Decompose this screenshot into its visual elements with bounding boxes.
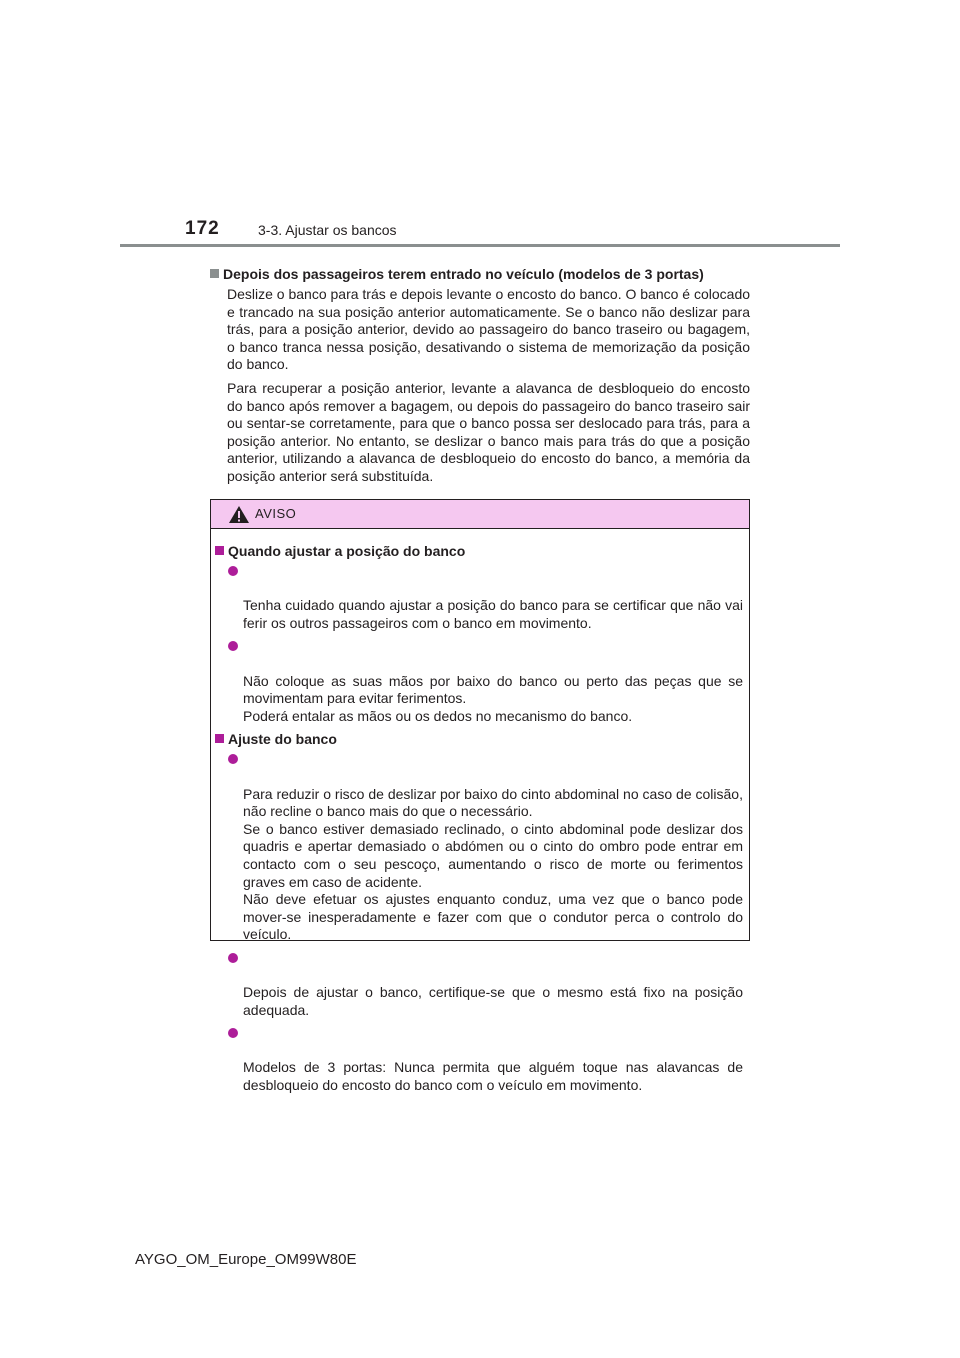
content-heading-text: Depois dos passageiros terem entrado no veículo (modelos de 3 portas) (223, 266, 704, 282)
round-bullet-icon (228, 641, 238, 651)
warning-body (211, 529, 749, 1095)
content-heading (210, 265, 750, 283)
warning-list-item (215, 1024, 743, 1094)
round-bullet-icon (228, 754, 238, 764)
warning-section-heading (215, 730, 743, 748)
warning-section-heading-text: Ajuste do banco (228, 731, 337, 748)
main-content (210, 265, 750, 492)
paragraph: Para recuperar a posição anterior, levante a alavanca de desbloqueio do encosto do banco após remover a bagagem, ou depois do passageiro do banco traseiro sair ou sentar-se corretamente, para que o banco possa ser deslocado para trás, para a posição anterior. No entanto, se deslizar o banco mais para trás do que a posição anterior, utilizando a alavanca de desbloqueio do encosto do banco, a memória da posição anterior será substituída. (227, 379, 750, 484)
page-number: 172 (185, 218, 220, 239)
warning-box (210, 499, 750, 1094)
header-divider (120, 244, 840, 247)
warning-header (211, 500, 749, 529)
warning-list-item (215, 637, 743, 725)
square-bullet-icon (215, 546, 224, 555)
warning-section-heading-text: Quando ajustar a posição do banco (228, 543, 466, 559)
document-code: AYGO_OM_Europe_OM99W80E (135, 1251, 357, 1268)
paragraph: Deslize o banco para trás e depois levante o encosto do banco. O banco é colocado e trancado na sua posição anterior automaticamente. Se o banco não deslizar para trás, para a posição anterior, devido ao passageiro do banco traseiro ou bagagem, o banco tranca nessa posição, desativando o sistema de memorização da posição do banco. (227, 286, 751, 373)
round-bullet-icon (228, 953, 238, 963)
round-bullet-icon (228, 566, 238, 576)
warning-list-item-text: Para reduzir o risco de deslizar por baixo do cinto abdominal no caso de colisão, não recline o banco mais do que o necessário. Se o banco estiver demasiado reclinado, o cinto abdominal pode deslizar dos quadris e apertar demasiado o abdómen ou o cinto do ombro pode entrar em contacto com o seu pescoço, aumentando o risco de morte ou ferimentos graves em caso de acidente. Não deve efetuar os ajustes enquanto conduz, uma vez que o banco pode mover-se inesperadamente e fazer com que o condutor perca o controlo do veículo. (243, 785, 743, 943)
warning-title: AVISO (255, 506, 297, 521)
square-bullet-icon (210, 269, 219, 278)
warning-section-heading (215, 542, 743, 560)
warning-triangle-icon (228, 505, 250, 524)
round-bullet-icon (228, 1028, 238, 1038)
warning-list-item (215, 562, 743, 632)
square-bullet-icon (215, 734, 224, 743)
warning-list-item-text: Tenha cuidado quando ajustar a posição do banco para se certificar que não vai ferir os outros passageiros com o banco em movimento. (243, 597, 743, 631)
warning-list-item (215, 949, 743, 1019)
warning-list-item-text: Modelos de 3 portas: Nunca permita que alguém toque nas alavancas de desbloqueio do encosto do banco com o veículo em movimento. (243, 1059, 743, 1094)
warning-list-item (215, 750, 743, 944)
warning-list-item-text: Não coloque as suas mãos por baixo do banco ou perto das peças que se movimentam para evitar ferimentos. Poderá entalar as mãos ou os dedos no mecanismo do banco. (243, 672, 743, 724)
section-title: 3-3. Ajustar os bancos (258, 222, 397, 238)
warning-list-item-text: Depois de ajustar o banco, certifique-se que o mesmo está fixo na posição adequada. (243, 984, 743, 1018)
